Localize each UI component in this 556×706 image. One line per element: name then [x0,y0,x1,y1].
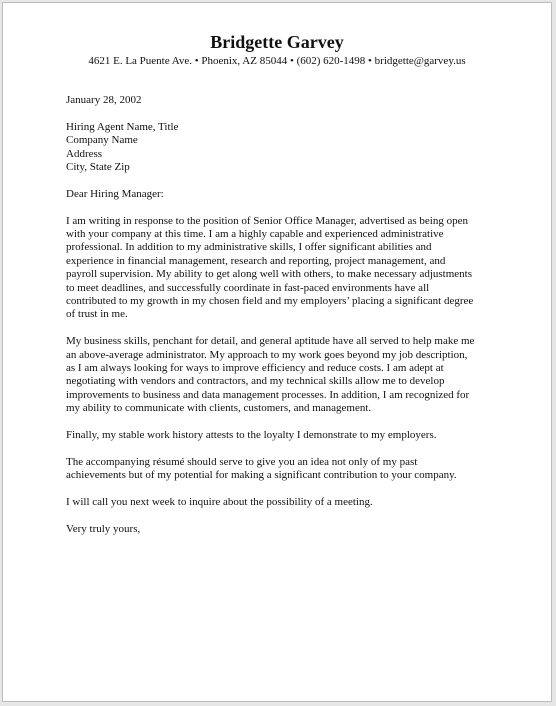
text-line: an above-average administrator. My approach to my work goes beyond my job description, [66,348,468,361]
sender-contact-line: 4621 E. La Puente Ave. • Phoenix, AZ 85044 • (602) 620-1498 • bridgette@garvey.us [88,55,466,67]
paragraph-5 [66,496,516,509]
text-line: My business skills, penchant for detail, and general aptitude have all served to help make me [66,335,475,348]
text-line: experience in financial management, research and reporting, project management, and [66,254,446,267]
text-line: Finally, my stable work history attests to the loyalty I demonstrate to my employers. [66,429,437,442]
letter-body [66,94,516,536]
salutation: Dear Hiring Manager: [66,187,164,200]
text-line: The accompanying résumé should serve to give you an idea not only of my past [66,455,418,468]
sender-name: Bridgette Garvey [210,32,344,52]
recipient-address-block [66,121,516,175]
text-line: contributed to my growth in my chosen field and my employers’ placing a significant degree [66,295,474,308]
text-line: improvements to business and data management processes. In addition, I am recognized for [66,388,470,401]
text-line: negotiating with vendors and contractors, and my technical skills allow me to develop [66,375,445,388]
letter-date: January 28, 2002 [66,94,142,106]
letter-page [2,2,552,702]
paragraph-3 [66,429,516,442]
text-line: I will call you next week to inquire about the possibility of a meeting. [66,496,373,509]
text-line: achievements but of my potential for making a significant contribution to your company. [66,469,457,482]
recipient-line: Company Name [66,134,138,147]
text-line: of trust in me. [66,308,128,321]
text-line: my ability to communicate with clients, customers, and management. [66,402,372,415]
paragraph-1 [66,215,516,322]
text-line: with your company at this time. I am a highly capable and experienced administrative [66,228,444,240]
text-line: professional. In addition to my administrative skills, I offer significant abilities and [66,241,432,254]
text-line: I am writing in response to the position of Senior Office Manager, advertised as being open [66,214,468,227]
text-line: as I am always looking for ways to improve efficiency and reduce costs. I am adept at [66,362,444,375]
recipient-line: Address [66,147,103,160]
text-line: to meet deadlines, and successfully coordinate in fast-paced environments have all [66,281,430,294]
closing: Very truly yours, [66,522,141,535]
recipient-line: City, State Zip [66,161,130,173]
paragraph-4 [66,456,516,483]
recipient-line: Hiring Agent Name, Title [66,120,179,133]
paragraph-2 [66,335,516,415]
text-line: payroll supervision. My ability to get along well with others, to make necessary adjustments [66,268,473,281]
